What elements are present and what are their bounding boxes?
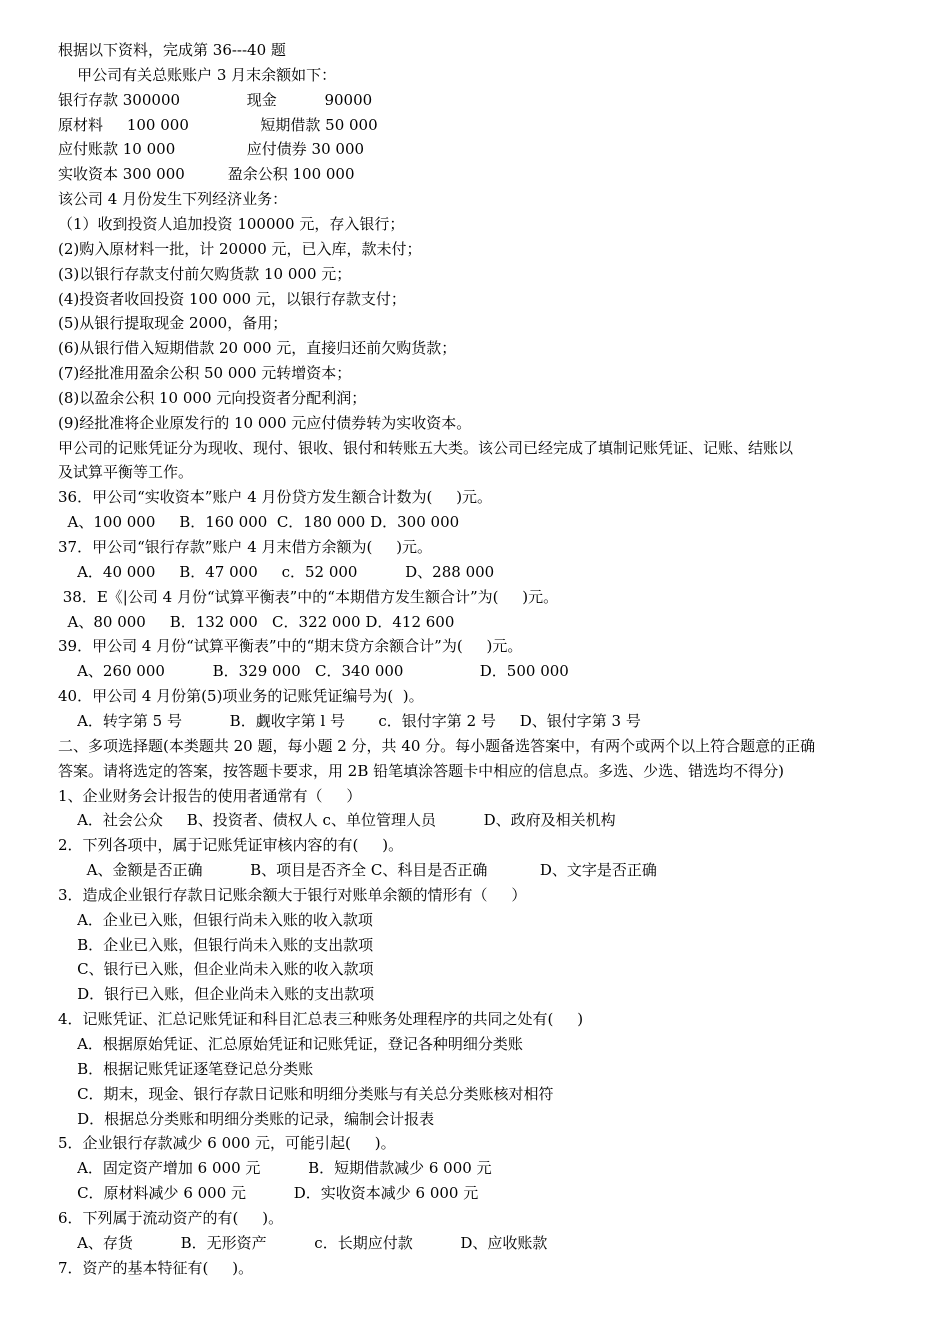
document-line: A．固定资产增加 6 000 元 B．短期借款减少 6 000 元 xyxy=(58,1159,492,1178)
document-line: C．期末，现金、银行存款日记账和明细分类账与有关总分类账核对相符 xyxy=(58,1084,554,1103)
document-line: A、存货 B．无形资产 c．长期应付款 D、应收账款 xyxy=(58,1233,548,1252)
document-line: A．根据原始凭证、汇总原始凭证和记账凭证，登记各种明细分类账 xyxy=(58,1035,523,1053)
document-line: 7．资产的基本特征有( )。 xyxy=(58,1258,254,1277)
document-line: 该公司 4 月份发生下列经济业务： xyxy=(58,190,288,209)
document-line: 40．甲公司 4 月份第(5)项业务的记账凭证编号为( )。 xyxy=(58,687,424,706)
document-line: A、80 000 B．132 000 C．322 000 D．412 600 xyxy=(58,612,455,631)
document-line: 36．甲公司“实收资本”账户 4 月份贷方发生额合计数为( )元。 xyxy=(58,488,493,507)
document-line: 根据以下资料，完成第 36---40 题 xyxy=(58,41,286,59)
document-line: A．社会公众 B、投资者、债权人 c、单位管理人员 D、政府及相关机构 xyxy=(58,811,616,830)
document-line: A．企业已入账，但银行尚未入账的收入款项 xyxy=(58,910,373,929)
document-line: (3)以银行存款支付前欠购货款 10 000 元； xyxy=(58,264,352,283)
document-line: (7)经批准用盈余公积 50 000 元转增资本； xyxy=(58,364,352,383)
document-line: B．企业已入账，但银行尚未入账的支出款项 xyxy=(58,935,374,954)
document-line: 5．企业银行存款减少 6 000 元，可能引起( )。 xyxy=(58,1134,396,1153)
document-line: D．银行已入账，但企业尚未入账的支出款项 xyxy=(58,985,375,1004)
document-line: A、100 000 B．160 000 C．180 000 D．300 000 xyxy=(58,513,460,532)
document-line: (5)从银行提取现金 2000，备用； xyxy=(58,314,288,333)
document-line: C、银行已入账，但企业尚未入账的收入款项 xyxy=(58,960,374,979)
document-line: A．40 000 B．47 000 c．52 000 D、288 000 xyxy=(58,562,495,581)
document-line: A．转字第 5 号 B．觑收字第 l 号 c．银付字第 2 号 D、银付字第 3 号 xyxy=(58,711,641,730)
document-line: 3．造成企业银行存款日记账余额大于银行对账单余额的情形有（ ） xyxy=(58,885,527,904)
document-line: (6)从银行借入短期借款 20 000 元，直接归还前欠购货款； xyxy=(58,339,457,358)
document-line: (8)以盈余公积 10 000 元向投资者分配利润； xyxy=(58,388,367,407)
document-line: 6．下列属于流动资产的有( )。 xyxy=(58,1208,284,1227)
document-line: 甲公司有关总账账户 3 月末余额如下： xyxy=(58,65,337,84)
document-line: 38．E《|公司 4 月份“试算平衡表”中的“本期借方发生额合计”为( )元。 xyxy=(58,587,559,606)
document-line: （1）收到投资人追加投资 100000 元，存入银行； xyxy=(58,214,405,233)
document-line: (4)投资者收回投资 100 000 元，以银行存款支付； xyxy=(58,289,406,308)
document-line: 原材料 100 000 短期借款 50 000 xyxy=(58,115,378,134)
document-line: 银行存款 300000 现金 90000 xyxy=(58,90,373,109)
document-line: 应付账款 10 000 应付债券 30 000 xyxy=(58,140,365,159)
document-line: 37．甲公司“银行存款”账户 4 月末借方余额为( )元。 xyxy=(58,538,433,556)
document-line: C．原材料减少 6 000 元 D．实收资本减少 6 000 元 xyxy=(58,1184,479,1203)
document-line: 2．下列各项中，属于记账凭证审核内容的有( )。 xyxy=(58,836,404,855)
document-line: B．根据记账凭证逐笔登记总分类账 xyxy=(58,1059,314,1078)
document-line: 答案。请将选定的答案，按答题卡要求，用 2B 铅笔填涂答题卡中相应的信息点。多选、少选、错选均不得分) xyxy=(58,761,784,780)
document-line: (2)购入原材料一批，计 20000 元，已入库，款未付； xyxy=(58,239,422,258)
document-line: 4．记账凭证、汇总记账凭证和科目汇总表三种账务处理程序的共同之处有( ) xyxy=(58,1010,584,1029)
document-line: A、260 000 B．329 000 C．340 000 D．500 000 xyxy=(58,662,569,681)
document-line: 39．甲公司 4 月份“试算平衡表”中的“期末贷方余额合计”为( )元。 xyxy=(58,637,523,656)
document-line: 1、企业财务会计报告的使用者通常有（ ） xyxy=(58,786,362,805)
document-line: 二、多项选择题(本类题共 20 题，每小题 2 分，共 40 分。每小题备选答案中，有两个或两个以上符合题意的正确 xyxy=(58,736,816,755)
document-line: D．根据总分类账和明细分类账的记录，编制会计报表 xyxy=(58,1109,435,1128)
document-line: 甲公司的记账凭证分为现收、现付、银收、银付和转账五大类。该公司已经完成了填制记账凭证、记账、结账以 xyxy=(58,438,794,457)
document-line: 实收资本 300 000 盈余公积 100 000 xyxy=(58,165,355,184)
document-line: 及试算平衡等工作。 xyxy=(58,463,194,482)
document-line: A、金额是否正确 B、项目是否齐全 C、科目是否正确 D、文字是否正确 xyxy=(58,861,657,880)
document-line: (9)经批准将企业原发行的 10 000 元应付债券转为实收资本。 xyxy=(58,413,472,432)
